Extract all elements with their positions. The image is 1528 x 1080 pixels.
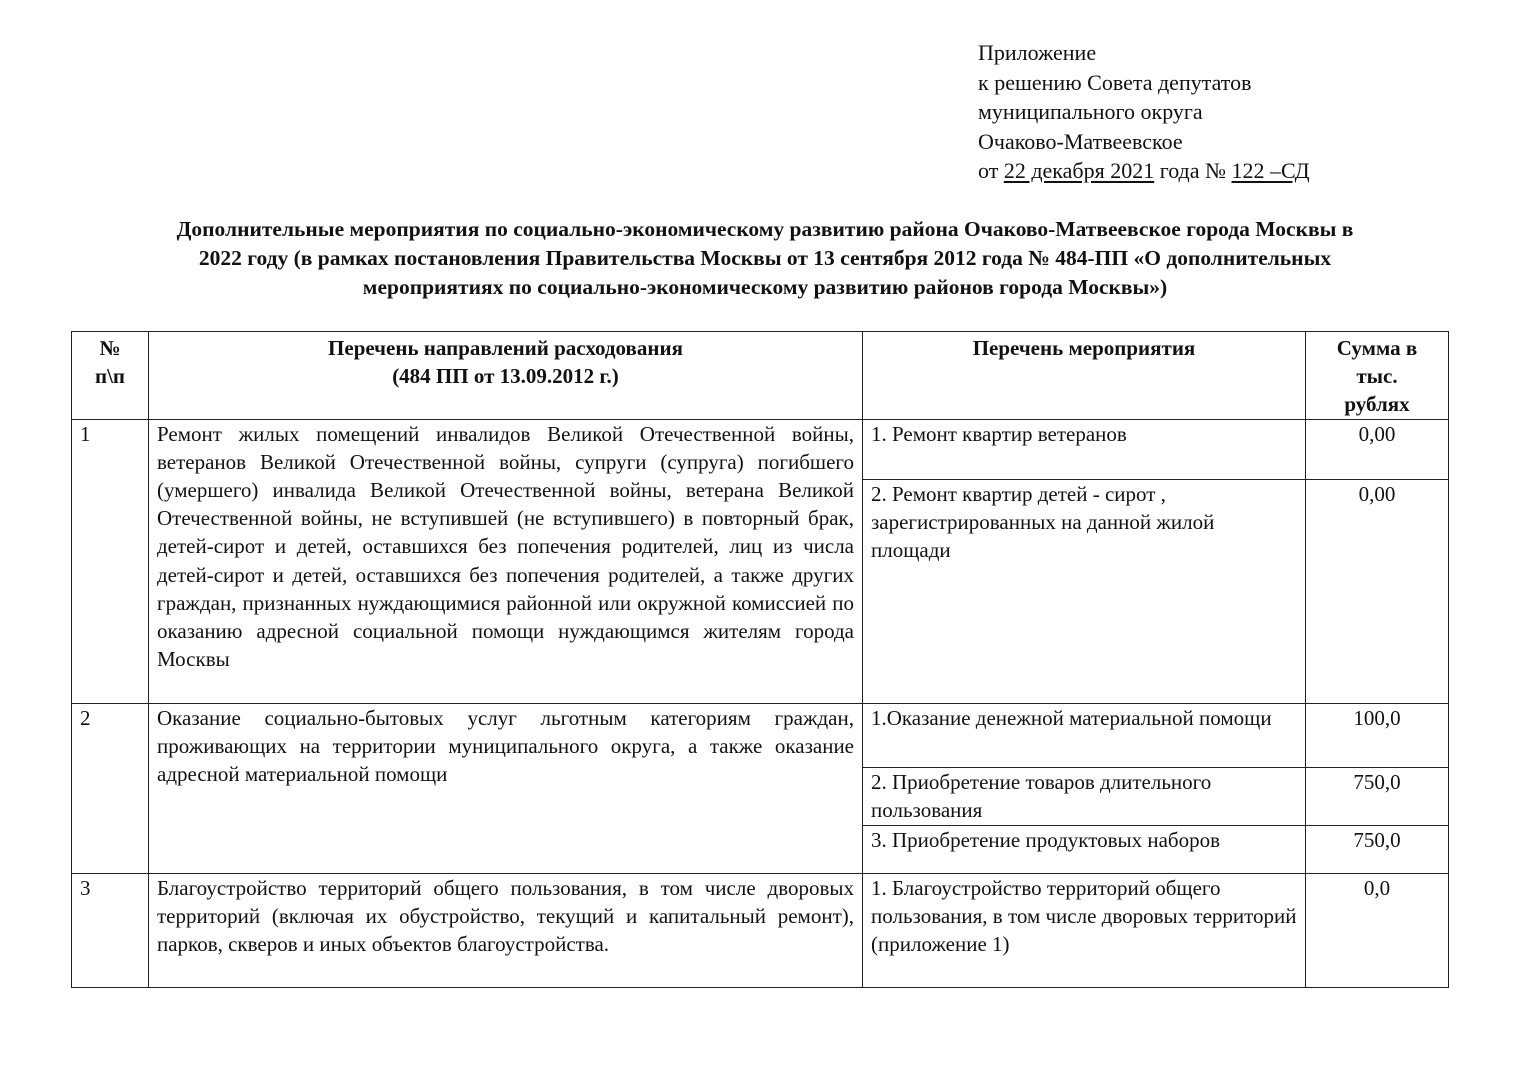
header-sum (1306, 332, 1449, 420)
header-directions-line-2: (484 ПП от 13.09.2012 г.) (392, 364, 619, 389)
header-sum-line-2: тыс. (1356, 364, 1398, 389)
header-sum-line-1: Сумма в (1336, 336, 1418, 360)
activity-item: 2. Ремонт квартир детей - сирот , зарегистрированных на данной жилой площади (863, 479, 1306, 703)
appendix-date-line (978, 156, 1310, 186)
table-row (72, 873, 1449, 987)
appendix-line-3: муниципального округа (978, 99, 1203, 124)
activity-sum: 750,0 (1306, 825, 1449, 873)
title-line-2: 2022 году (в рамках постановления Правительства Москвы от 13 сентября 2012 года № 484-ПП «О дополнительных (198, 246, 1332, 270)
header-directions (149, 332, 863, 420)
date-prefix: от (978, 158, 1004, 183)
activity-item: 1. Ремонт квартир ветеранов (863, 419, 1306, 479)
activities-table (71, 331, 1449, 988)
header-directions-line-1: Перечень направлений расходования (328, 336, 683, 360)
table-row (72, 419, 1449, 479)
appendix-line-2: к решению Совета депутатов (978, 69, 1252, 95)
row-number: 1 (72, 419, 149, 703)
row-number: 2 (72, 703, 149, 873)
row-direction: Благоустройство территорий общего пользования, в том числе дворовых территорий (включая их обустройство, текущий и капитальный ремонт), парков, скверов и иных объектов благоустройства. (149, 873, 863, 987)
activity-sum: 0,00 (1306, 479, 1449, 703)
activity-sum: 100,0 (1306, 703, 1449, 767)
decision-date: 22 декабря 2021 (1003, 158, 1155, 183)
activity-item: 3. Приобретение продуктовых наборов (863, 825, 1306, 873)
header-number (72, 332, 149, 420)
activity-sum: 750,0 (1306, 767, 1449, 825)
table-header-row (72, 332, 1449, 420)
header-activities: Перечень мероприятия (863, 332, 1306, 420)
title-line-3: мероприятиях по социально-экономическому развитию районов города Москвы») (362, 275, 1168, 299)
appendix-line-4: Очаково-Матвеевское (978, 128, 1183, 154)
document-title (40, 215, 1490, 302)
header-number-line-2: п\п (94, 364, 126, 389)
header-sum-line-3: рублях (1344, 392, 1410, 417)
activity-item: 1.Оказание денежной материальной помощи (863, 703, 1306, 767)
row-number: 3 (72, 873, 149, 987)
activity-sum: 0,00 (1306, 419, 1449, 479)
date-mid: года № (1154, 158, 1232, 183)
title-line-1: Дополнительные мероприятия по социально-экономическому развитию района Очаково-Матвеевское города Москвы в (176, 217, 1354, 241)
table-row (72, 703, 1449, 767)
activity-item: 1. Благоустройство территорий общего пользования, в том числе дворовых территорий (приложение 1) (863, 873, 1306, 987)
appendix-header (978, 38, 1310, 186)
header-number-line-1: № (99, 336, 121, 360)
decision-number: 122 –СД (1231, 158, 1310, 183)
activity-sum: 0,0 (1306, 873, 1449, 987)
row-direction: Ремонт жилых помещений инвалидов Великой Отечественной войны, ветеранов Великой Отечественной войны, супруги (супруга) погибшего (умершего) инвалида Великой Отечественной войны, ветерана Великой Отечественной войны, не вступившей (не вступившего) в повторный брак, детей-сирот и детей, оставшихся без попечения родителей, лиц из числа детей-сирот и детей, оставшихся без попечения родителей, а также других граждан, признанных нуждающимися районной или окружной комиссией по оказанию адресной социальной помощи нуждающимся жителям города Москвы (149, 419, 863, 703)
activity-item: 2. Приобретение товаров длительного пользования (863, 767, 1306, 825)
row-direction: Оказание социально-бытовых услуг льготным категориям граждан, проживающих на территории муниципального округа, а также оказание адресной материальной помощи (149, 703, 863, 873)
appendix-line-1: Приложение (978, 40, 1097, 65)
